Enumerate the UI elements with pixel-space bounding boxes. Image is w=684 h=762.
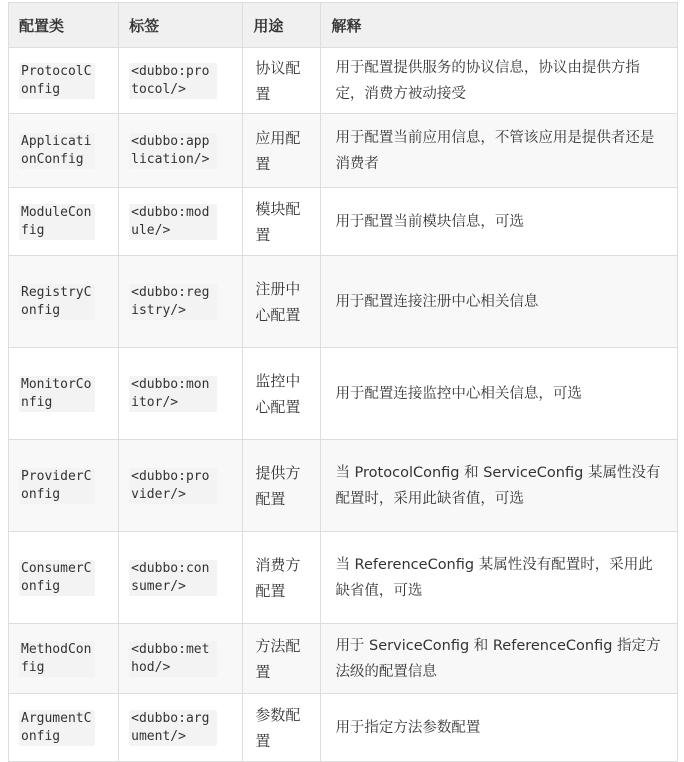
header-tag: 标签 [119,3,243,48]
config-class-cell [9,348,119,440]
config-class-code: ProviderConfig [19,468,95,504]
usage-cell: 消费方配置 [243,532,321,624]
header-config-class: 配置类 [9,3,119,48]
tag-code: <dubbo:registry/> [129,284,217,320]
explanation-cell: 用于配置连接监控中心相关信息，可选 [321,348,678,440]
explanation-cell: 用于指定方法参数配置 [321,694,678,762]
tag-code: <dubbo:application/> [129,133,217,169]
tag-cell [119,48,243,114]
config-class-cell [9,48,119,114]
table-row [9,624,678,694]
config-class-code: MethodConfig [19,641,95,677]
table-row [9,440,678,532]
usage-cell: 参数配置 [243,694,321,762]
config-class-code: ConsumerConfig [19,560,95,596]
usage-cell: 应用配置 [243,114,321,188]
table-row [9,694,678,762]
tag-cell [119,188,243,256]
config-class-cell [9,188,119,256]
usage-cell: 注册中心配置 [243,256,321,348]
explanation-cell: 用于配置提供服务的协议信息，协议由提供方指定，消费方被动接受 [321,48,678,114]
tag-cell [119,624,243,694]
config-class-code: ModuleConfig [19,204,95,240]
tag-cell [119,114,243,188]
config-class-cell [9,440,119,532]
explanation-cell: 用于配置当前应用信息，不管该应用是提供者还是消费者 [321,114,678,188]
table-row [9,532,678,624]
usage-cell: 提供方配置 [243,440,321,532]
table-row [9,188,678,256]
config-class-code: ApplicationConfig [19,133,95,169]
table-row [9,256,678,348]
tag-code: <dubbo:provider/> [129,468,217,504]
config-class-cell [9,256,119,348]
config-class-code: RegistryConfig [19,284,95,320]
tag-cell [119,440,243,532]
table-row [9,114,678,188]
config-class-cell [9,694,119,762]
config-class-code: ProtocolConfig [19,63,95,99]
config-class-cell [9,532,119,624]
tag-cell [119,256,243,348]
content-area [8,2,678,762]
tag-code: <dubbo:protocol/> [129,63,217,99]
tag-code: <dubbo:module/> [129,204,217,240]
config-class-code: ArgumentConfig [19,710,95,746]
tag-code: <dubbo:monitor/> [129,376,217,412]
explanation-cell: 用于配置连接注册中心相关信息 [321,256,678,348]
table-row [9,48,678,114]
usage-cell: 模块配置 [243,188,321,256]
config-class-cell [9,624,119,694]
tag-code: <dubbo:method/> [129,641,217,677]
header-usage: 用途 [243,3,321,48]
tag-cell [119,532,243,624]
tag-cell [119,348,243,440]
config-class-code: MonitorConfig [19,376,95,412]
usage-cell: 协议配置 [243,48,321,114]
table-header [9,3,678,48]
config-table [8,2,678,762]
header-explanation: 解释 [321,3,678,48]
usage-cell: 方法配置 [243,624,321,694]
explanation-cell: 当 ProtocolConfig 和 ServiceConfig 某属性没有配置时，采用此缺省值，可选 [321,440,678,532]
table-body [9,48,678,762]
explanation-cell: 用于 ServiceConfig 和 ReferenceConfig 指定方法级的配置信息 [321,624,678,694]
explanation-cell: 当 ReferenceConfig 某属性没有配置时，采用此缺省值，可选 [321,532,678,624]
tag-code: <dubbo:consumer/> [129,560,217,596]
tag-code: <dubbo:argument/> [129,710,217,746]
table-row [9,348,678,440]
config-class-cell [9,114,119,188]
header-row [9,3,678,48]
explanation-cell: 用于配置当前模块信息，可选 [321,188,678,256]
tag-cell [119,694,243,762]
usage-cell: 监控中心配置 [243,348,321,440]
